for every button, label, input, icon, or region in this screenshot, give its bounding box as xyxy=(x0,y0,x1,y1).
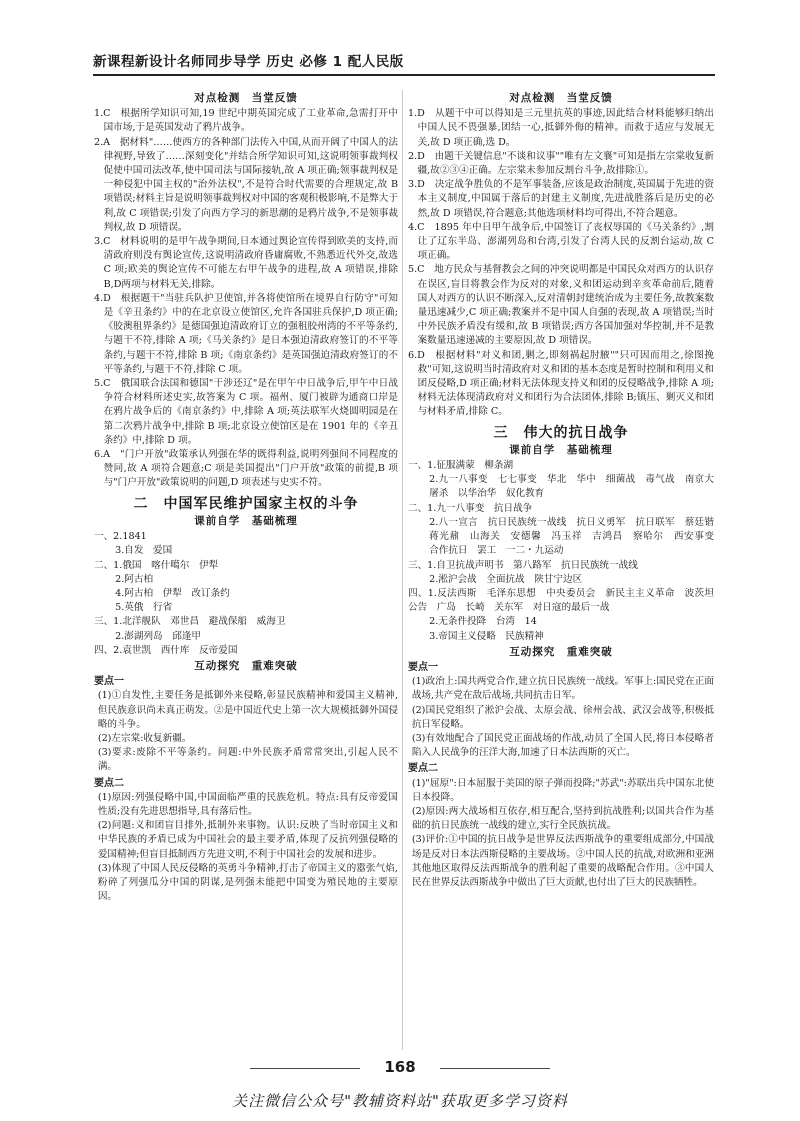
right-column xyxy=(408,90,724,890)
answer-item: 6.A "门户开放"政策承认列强在华的既得利益,说明列强间不同程度的赞同,故 A 项符合题意;C 项是美国提出"门户开放"政策的前提,B 项与"门户开放"政策说明的问题,D 项表述与史实不符。 xyxy=(94,449,398,489)
left-subhead-check: 对点检测 当堂反馈 xyxy=(194,92,298,104)
key-point-label: 要点二 xyxy=(94,777,124,789)
key-point-label: 要点二 xyxy=(408,763,438,775)
answer-item: 4.C 1895 年中日甲午战争后,中国签订了丧权辱国的《马关条约》,割让了辽东半岛、澎湖列岛和台湾,引发了台湾人民的反割台运动,故 C 项正确。 xyxy=(408,221,714,262)
basics-line: 4.阿古柏 伊犁 改订条约 xyxy=(115,587,230,599)
right-subhead-check: 对点检测 当堂反馈 xyxy=(509,92,613,104)
answer-item: 5.C 俄国联合法国和德国"干涉还辽"是在甲午中日战争后,甲午中日战争符合材料所述史实,故答案为 C 项。福州、厦门被辟为通商口岸是在鸦片战争后的《南京条约》中,排除 A 项;英法联军火烧圆明园是在第二次鸦片战争中,排除 B 项;北京设立使馆区是在 1901 年的《辛丑条约》中,排除 D 项。 xyxy=(94,378,398,446)
section-title-2: 二 中国军民维护国家主权的斗争 xyxy=(133,495,359,512)
column-divider xyxy=(402,90,403,1050)
right-subhead-explore: 互动探究 重难突破 xyxy=(509,645,613,658)
basics-line: 2.九一八事变 七七事变 华北 华中 细菌战 毒气战 南京大屠杀 以华治华 奴化教育 xyxy=(429,474,714,500)
key-point-text: (1)政治上:国共两党合作,建立抗日民族统一战线。军事上:国民党在正面战场,共产党在敌后战场,共同抗击日军。 xyxy=(411,676,714,702)
answer-item: 4.D 根据题干"当驻兵队护卫使馆,并各将使馆所在境界自行防守"可知是《辛丑条约》中的在北京设立使馆区,允许各国驻兵保护,D 项正确;《胶澳租界条约》是德国强迫清政府订立的强租胶州湾的不平等条约,与题干不符,排除 A 项;《马关条约》是日本强迫清政府签订的不平等条约,与题干不符,排除 B 项;《南京条约》是英国强迫清政府签订的不平等条约,与题干不符,排除 C 项。 xyxy=(94,292,398,375)
key-point-text: (2)左宗棠:收复新疆。 xyxy=(97,732,192,744)
answer-item: 5.C 地方民众与基督教会之间的冲突说明都是中国民众对西方的认识存在误区,盲目将教会作为反对的对象,义和团运动到辛亥革命前后,随着国人对西方的认识不断深入,反对清朝封建统治成为主要任务,故教案数量迅速减少,C 项正确;教案并不是中国人自强的表现,故 A 项错误;当时中外民族矛盾没有缓和,故 B 项错误;西方各国加强对华控制,并不是教案数量迅速递减的主要原因,故 D 项错误。 xyxy=(408,264,714,347)
footer-line-right xyxy=(440,1068,550,1069)
key-point-text: (2)原因:两大战场相互依存,相互配合,坚持到抗战胜利;以国共合作为基础的抗日民族统一战线的建立,实行全民族抗战。 xyxy=(411,805,714,832)
answer-item: 2.D 由题干关键信息"不谈和议事""唯有左文襄"可知是指左宗棠收复新疆,故②③④正确。左宗棠未参加反割台斗争,故排除①。 xyxy=(408,150,714,177)
basics-line: 一、2.1841 xyxy=(94,531,147,543)
left-subhead-explore: 互动探究 重难突破 xyxy=(194,659,298,672)
answer-item: 3.C 材料说明的是甲午战争期间,日本通过舆论宣传得到欧美的支持,而清政府则没有舆论宣传,这说明清政府昏庸腐败,不熟悉近代外交,故选 C 项;欧美的舆论宣传不可能左右甲午战争的进程,故 A 项错误,排除B,D两项与材料无关,排除。 xyxy=(94,236,398,290)
key-point-label: 要点一 xyxy=(94,676,124,688)
key-point-text: (3)要求:废除不平等条约。问题:中外民族矛盾常常突出,引起人民不满。 xyxy=(97,747,398,773)
footer-note: 关注微信公众号"教辅资料站"获取更多学习资料 xyxy=(232,1092,568,1110)
header-rule xyxy=(93,74,715,76)
basics-line: 2.阿古柏 xyxy=(115,573,154,585)
right-subhead-basics: 课前自学 基础梳理 xyxy=(509,443,613,456)
basics-line: 三、1.自卫抗战声明书 第八路军 抗日民族统一战线 xyxy=(408,559,638,571)
answer-item: 2.A 据材料"……使西方的各种部门法传入中国,从而开阔了中国人的法律视野,导致了……深刻变化"并结合所学知识可知,这说明领事裁判权促使中国司法改革,使中国司法与国际接轨,故 A 项正确;领事裁判权是一种侵犯中国主权的"治外法权",不是符合时代需要的合理规定,故 B 项错误;材料主旨是说明领事裁判权对中国的客观积极影响,不是弊大于利,故 C 项错误;引发了向西方学习的新思潮的是鸦片战争,不是领事裁判权,故 D 项错误。 xyxy=(94,136,398,233)
basics-line: 3.自发 爱国 xyxy=(115,545,173,557)
basics-line: 2.无条件投降 台湾 14 xyxy=(429,616,537,628)
left-subhead-basics: 课前自学 基础梳理 xyxy=(194,514,298,527)
key-point-text: (3)评价:①中国的抗日战争是世界反法西斯战争的重要组成部分,中国战场是反对日本法西斯侵略的主要战场。②中国人民的抗战,对欧洲和亚洲其他地区取得反法西斯战争的胜利起了重要的战略配合作用。③中国人民在世界反法西斯战争中做出了巨大贡献,也付出了巨大的民族牺牲。 xyxy=(411,834,714,888)
basics-line: 二、1.俄国 喀什噶尔 伊犁 xyxy=(94,559,219,571)
key-point-text: (1)①自发性,主要任务是抵御外来侵略,彰显民族精神和爱国主义精神,但民族意识尚未真正萌发。②是中国近代史上第一次大规模抵御外国侵略的斗争。 xyxy=(97,690,398,730)
basics-line: 二、1.九一八事变 抗日战争 xyxy=(408,502,533,514)
section-title-3: 三 伟大的抗日战争 xyxy=(493,424,629,441)
answer-item: 1.D 从题干中可以得知是三元里抗英的事迹,因此结合材料能够归纳出中国人民不畏强暴,团结一心,抵御外侮的精神。而救于适应与发展无关,故 D 项正确,选 D。 xyxy=(408,108,714,148)
basics-line: 三、1.北洋舰队 邓世昌 避战保船 威海卫 xyxy=(94,616,286,628)
basics-line: 2.淞沪会战 全面抗战 陕甘宁边区 xyxy=(429,573,583,585)
page-header: 新课程新设计名师同步导学 历史 必修 1 配人民版 xyxy=(93,54,404,70)
key-point-text: (1)"屈原":日本屈服于美国的原子弹而投降;"苏武":苏联出兵中国东北使日本投降。 xyxy=(411,777,714,803)
left-column xyxy=(94,90,398,904)
key-point-text: (1)原因:列强侵略中国,中国面临严重的民族危机。特点:具有反帝爱国性质;没有先进思想指导,具有落后性。 xyxy=(97,791,398,817)
key-point-text: (2)国民党组织了淞沪会战、太原会战、徐州会战、武汉会战等,积极抵抗日军侵略。 xyxy=(411,704,714,730)
basics-line: 一、1.征服满蒙 柳条湖 xyxy=(408,460,514,472)
basics-line: 3.帝国主义侵略 民族精神 xyxy=(429,630,544,642)
basics-line: 5.英俄 行省 xyxy=(115,602,173,614)
key-point-text: (3)有效地配合了国民党正面战场的作战,动员了全国人民,将日本侵略者陷入人民战争的汪洋大海,加速了日本法西斯的灭亡。 xyxy=(411,732,714,759)
answer-item: 6.D 根据材料"对义和团,剿之,即刻祸起肘腋""只可因而用之,徐图挽救"可知,这说明当时清政府对义和团的基本态度是暂时控制和利用义和团反侵略,D 项正确;材料无法体现支持义和团的反侵略战争,排除 A 项;材料无法体现清政府对义和团行为合法团体,排除 B;镇压、剿灭义和团与材料矛盾,排除 C。 xyxy=(408,349,714,418)
key-point-text: (3)体现了中国人民反侵略的英勇斗争精神,打击了帝国主义的嚣张气焰,粉碎了列强瓜分中国的阴谋,是列强未能把中国变为殖民地的主要原因。 xyxy=(97,862,398,903)
key-point-label: 要点一 xyxy=(408,661,438,673)
basics-line: 2.澎湖列岛 邱逢甲 xyxy=(115,630,202,642)
answer-item: 3.D 决定战争胜负的不是军事装备,应该是政治制度,英国属于先进的资本主义制度,中国属于落后的封建主义制度,先进战胜落后是历史的必然,故 D 项错误,符合题意;其他选项材料均可得出,不符合题意。 xyxy=(408,179,714,219)
answer-item: 1.C 根据所学知识可知,19 世纪中期英国完成了工业革命,急需打开中国市场,于是英国发动了鸦片战争。 xyxy=(94,108,398,134)
page-number: 168 xyxy=(384,1058,416,1076)
key-point-text: (2)问题:义和团盲目排外,抵制外来事物。认识:反映了当时帝国主义和中华民族的矛盾已成为中国社会的最主要矛盾,体现了反抗列强侵略的爱国精神;但盲目抵制西方先进文明,不利于中国社会的发展和进步。 xyxy=(97,820,398,860)
basics-line: 2.八一宣言 抗日民族统一战线 抗日义勇军 抗日联军 蔡廷锴 蒋光鼐 山海关 安德馨 冯玉祥 吉鸿昌 察哈尔 西安事变 合作抗日 罢工 一二・九运动 xyxy=(429,516,724,557)
basics-line: 四、1.反法西斯 毛泽东思想 中央委员会 新民主主义革命 波茨坦公告 广岛 长崎 关东军 对日寇的最后一战 xyxy=(408,587,714,614)
basics-line: 四、2.袁世凯 西什库 反帝爱国 xyxy=(94,644,238,656)
